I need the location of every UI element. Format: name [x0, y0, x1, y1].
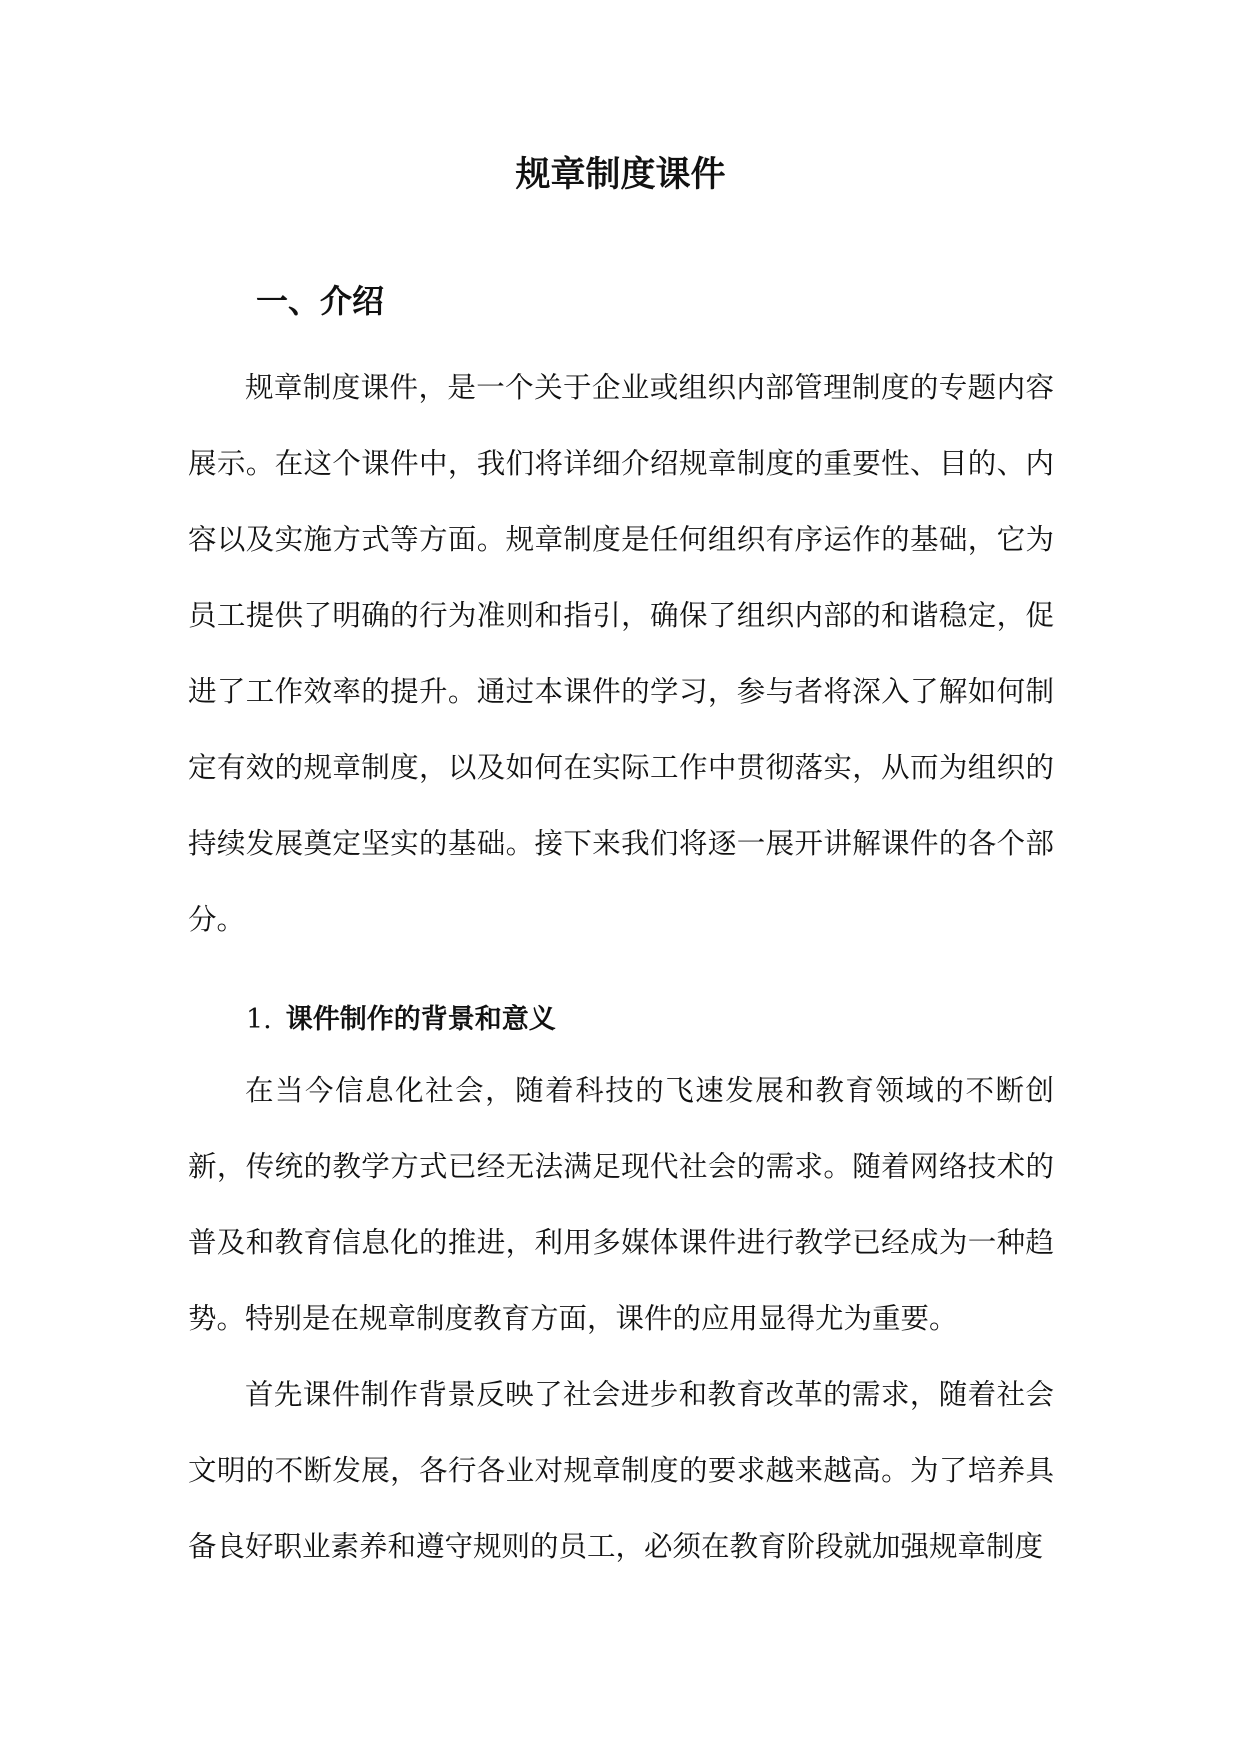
subsection-number: 1.	[246, 1004, 272, 1035]
section-heading-introduction: 一、介绍	[256, 282, 385, 320]
document-title: 规章制度课件	[515, 154, 726, 195]
introduction-paragraph: 规章制度课件，是一个关于企业或组织内部管理制度的专题内容展示。在这个课件中，我们将详细介绍规章制度的重要性、目的、内容以及实施方式等方面。规章制度是任何组织有序运作的基础，它为员工提供了明确的行为准则和指引，确保了组织内部的和谐稳定，促进了工作效率的提升。通过本课件的学习，参与者将深入了解如何制定有效的规章制度，以及如何在实际工作中贯彻落实，从而为组织的持续发展奠定坚实的基础。接下来我们将逐一展开讲解课件的各个部分。	[188, 371, 1054, 936]
subsection-title: 课件制作的背景和意义	[285, 1004, 556, 1035]
subsection-heading-background	[246, 1000, 556, 1040]
background-paragraph-1: 在当今信息化社会，随着科技的飞速发展和教育领域的不断创新，传统的教学方式已经无法满足现代社会的需求。随着网络技术的普及和教育信息化的推进，利用多媒体课件进行教学已经成为一种趋势。特别是在规章制度教育方面，课件的应用显得尤为重要。	[188, 1074, 1054, 1335]
background-paragraph-2: 首先课件制作背景反映了社会进步和教育改革的需求，随着社会文明的不断发展，各行各业对规章制度的要求越来越高。为了培养具备良好职业素养和遵守规则的员工，必须在教育阶段就加强规章制度	[188, 1378, 1054, 1563]
